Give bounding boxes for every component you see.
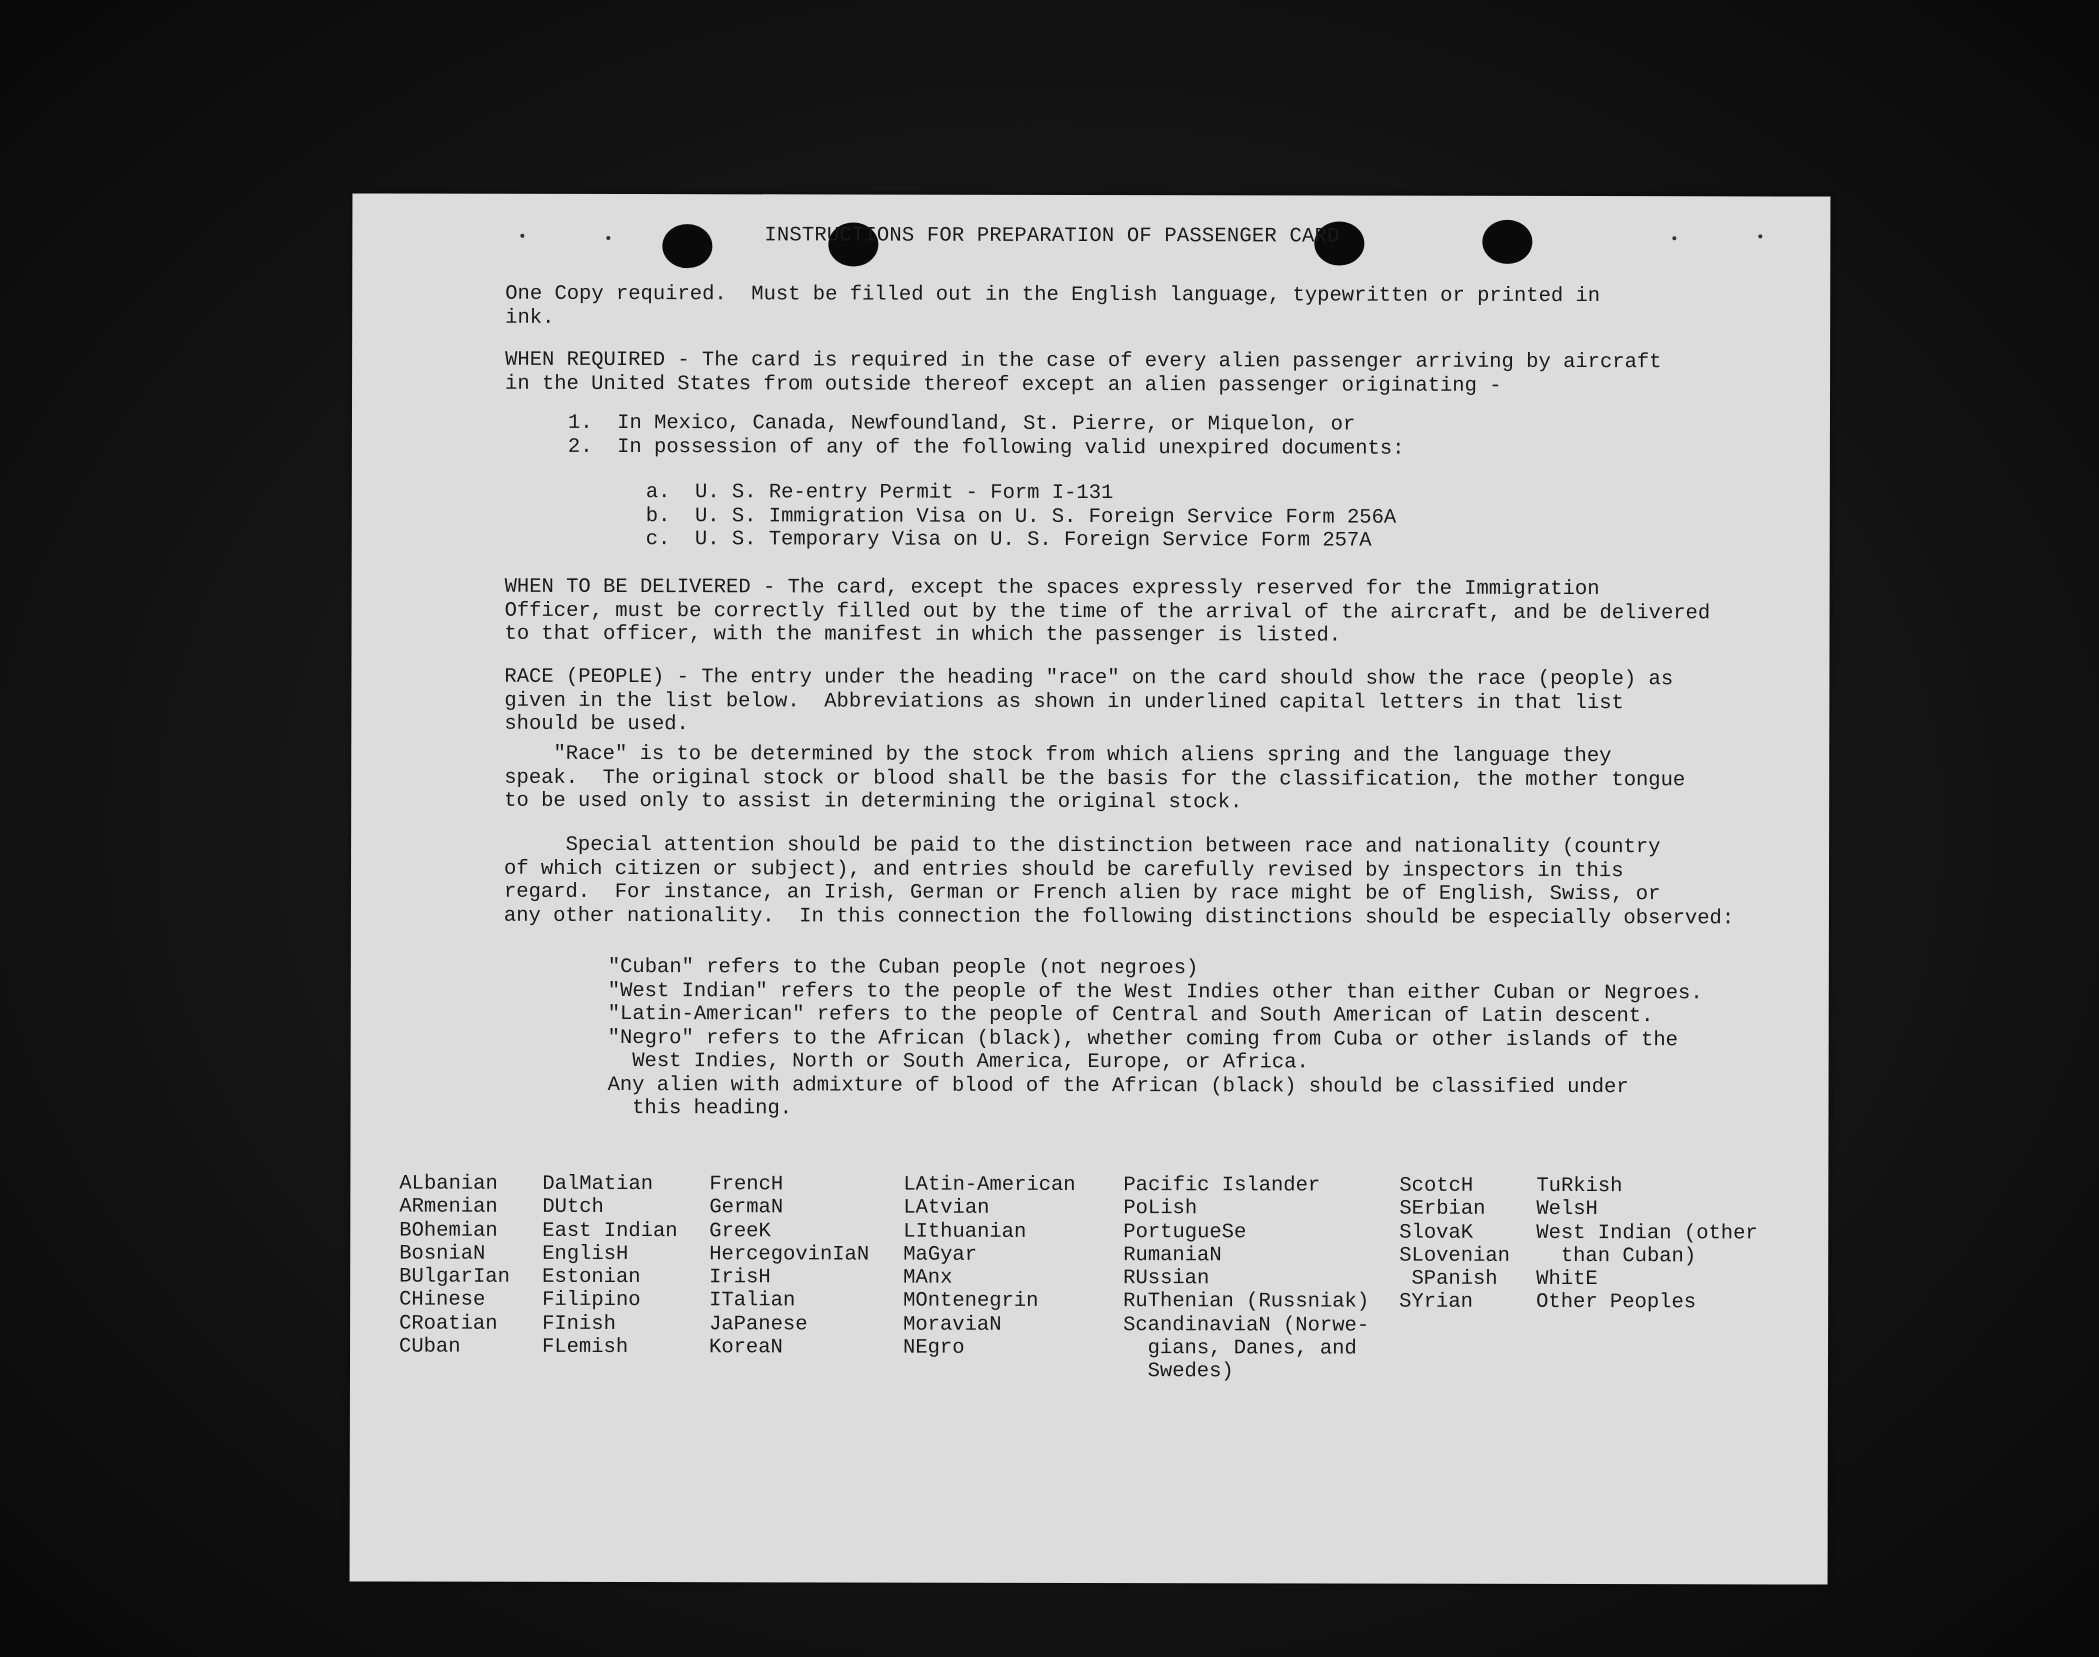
race-list-item: DalMatian: [542, 1172, 654, 1197]
race-list-item: MOntenegrin: [903, 1290, 1039, 1314]
race-list-item: WelsH: [1536, 1198, 1598, 1222]
race-list-item: BosniaN: [399, 1242, 486, 1266]
intro-paragraph: [505, 283, 1600, 332]
list-item: a. U. S. Re-entry Permit - Form I-131: [645, 481, 1114, 506]
race-list-item: ScandinaviaN (Norwe-: [1123, 1313, 1370, 1338]
punch-hole: [1482, 220, 1532, 264]
text-line: any other nationality. In this connection the following distinctions should be especially observed:: [503, 904, 1735, 930]
exceptions-list: [568, 412, 1405, 461]
race-list-item: LIthuanian: [903, 1220, 1027, 1244]
dot-mark: [606, 236, 610, 240]
race-list-item: RumaniaN: [1123, 1243, 1222, 1268]
race-list-item: Other Peoples: [1536, 1291, 1697, 1315]
race-list-item: SYrian: [1399, 1291, 1473, 1315]
text-line: this heading.: [607, 1096, 793, 1121]
race-list-item: CUban: [399, 1335, 461, 1359]
race-list-item: WhitE: [1536, 1268, 1598, 1292]
race-list-item: SlovaK: [1399, 1221, 1474, 1245]
race-list-item: SLovenian: [1399, 1244, 1510, 1268]
race-list-item: Filipino: [542, 1289, 641, 1313]
page-title: INSTRUCTIONS FOR PREPARATION OF PASSENGER CARD: [764, 224, 1340, 249]
text-line: Special attention should be paid to the distinction between race and nationality (country: [504, 833, 1661, 860]
text-line: RACE (PEOPLE) - The entry under the heading "race" on the card should show the race (people) as: [504, 665, 1674, 692]
race-list-item: EnglisH: [542, 1242, 629, 1266]
race-list-item: FLemish: [542, 1335, 629, 1360]
when-required-paragraph: [505, 349, 1661, 398]
race-list-item: KoreaN: [709, 1336, 783, 1360]
text-line: One Copy required. Must be filled out in the English language, typewritten or printed in: [505, 282, 1601, 309]
punch-hole: [662, 224, 712, 268]
race-list-item: JaPanese: [709, 1312, 808, 1337]
race-list-item: CRoatian: [399, 1312, 498, 1336]
text-line: of which citizen or subject), and entries should be carefully revised by inspectors in this: [504, 857, 1624, 883]
race-list-item: MaGyar: [903, 1243, 978, 1267]
race-list-column-5: [1123, 1174, 1369, 1384]
race-list-item: GreeK: [709, 1219, 771, 1243]
document-sheet: [350, 193, 1831, 1584]
text-line: Any alien with admixture of blood of the African (black) should be classified under: [607, 1073, 1629, 1099]
race-list-column-3: [709, 1173, 869, 1360]
dot-mark: [1758, 234, 1762, 238]
race-definition-paragraph: [504, 743, 1685, 816]
race-list-item: ITalian: [709, 1289, 796, 1313]
text-line: regard. For instance, an Irish, German or French alien by race might be of English, Swiss, or: [503, 880, 1661, 907]
when-delivered-paragraph: [505, 576, 1711, 649]
dot-mark: [520, 234, 524, 238]
race-list-item: NEgro: [903, 1336, 965, 1360]
text-line: "Race" is to be determined by the stock from which aliens spring and the language they: [504, 742, 1612, 769]
race-list-item: LAtvian: [903, 1196, 990, 1221]
race-list-item: HercegovinIaN: [709, 1243, 870, 1267]
text-line: to that officer, with the manifest in which the passenger is listed.: [504, 622, 1342, 648]
race-list-item: ALbanian: [399, 1172, 498, 1196]
distinctions-list: [608, 956, 1703, 1123]
race-list-item: RUssian: [1123, 1267, 1210, 1291]
race-paragraph: [504, 666, 1673, 739]
text-line: "Cuban" refers to the Cuban people (not negroes): [607, 955, 1199, 981]
race-list-item: IrisH: [709, 1266, 771, 1290]
race-list-item: East Indian: [542, 1219, 678, 1243]
race-list-item: TuRkish: [1536, 1174, 1623, 1199]
race-list-column-6: [1399, 1175, 1510, 1315]
race-list-item: ScotcH: [1399, 1174, 1474, 1198]
race-list-item: Swedes): [1122, 1360, 1234, 1384]
race-list-item: MAnx: [903, 1266, 953, 1290]
race-list-item: PortugueSe: [1123, 1220, 1247, 1244]
race-list-item: Estonian: [542, 1266, 641, 1290]
race-list-item: BOhemian: [399, 1219, 498, 1243]
race-list-item: SPanish: [1399, 1267, 1498, 1292]
race-list-item: CHinese: [399, 1289, 486, 1313]
text-line: "Latin-American" refers to the people of Central and South American of Latin descent.: [607, 1002, 1654, 1029]
list-item: c. U. S. Temporary Visa on U. S. Foreign Service Form 257A: [645, 528, 1372, 553]
text-line: ink.: [505, 306, 555, 330]
text-line: to be used only to assist in determining the original stock.: [504, 789, 1243, 815]
text-line: WHEN REQUIRED - The card is required in the case of every alien passenger arriving by aircraft: [505, 348, 1662, 375]
text-line: in the United States from outside thereof except an alien passenger originating -: [505, 372, 1502, 398]
race-list-item: West Indian (other: [1536, 1221, 1758, 1245]
list-item: 1. In Mexico, Canada, Newfoundland, St. Pierre, or Miquelon, or: [567, 411, 1356, 437]
list-item: 2. In possession of any of the following valid unexpired documents:: [567, 435, 1405, 461]
race-list-item: ARmenian: [399, 1195, 498, 1220]
dot-mark: [1672, 236, 1676, 240]
race-list-item: SErbian: [1399, 1197, 1486, 1222]
race-list-item: MoraviaN: [903, 1313, 1002, 1337]
race-list-column-4: [903, 1174, 1076, 1361]
race-list-column-2: [542, 1173, 678, 1360]
special-attention-paragraph: [504, 834, 1734, 931]
race-list-column-1: [399, 1173, 510, 1360]
text-line: West Indies, North or South America, Europe, or Africa.: [607, 1049, 1309, 1075]
text-line: WHEN TO BE DELIVERED - The card, except the spaces expressly reserved for the Immigration: [504, 575, 1600, 602]
race-list-item: BUlgarIan: [399, 1265, 510, 1289]
race-list-item: than Cuban): [1536, 1244, 1697, 1269]
race-list-item: LAtin-American: [903, 1173, 1076, 1197]
text-line: speak. The original stock or blood shall be the basis for the classification, the mother tongue: [504, 766, 1686, 792]
text-line: Officer, must be correctly filled out by the time of the arrival of the aircraft, and be delivered: [504, 599, 1711, 625]
text-line: "Negro" refers to the African (black), whether coming from Cuba or other islands of the: [607, 1026, 1678, 1052]
race-list-item: gians, Danes, and: [1123, 1337, 1357, 1361]
text-line: "West Indian" refers to the people of the West Indies other than either Cuban or Negroes.: [607, 979, 1703, 1005]
text-line: given in the list below. Abbreviations as shown in underlined capital letters in that list: [504, 689, 1624, 715]
race-list-item: PoLish: [1123, 1197, 1198, 1221]
documents-list: [646, 481, 1397, 553]
race-list-item: FrencH: [709, 1173, 784, 1197]
race-list-item: FInish: [542, 1312, 616, 1336]
race-list-item: Pacific Islander: [1123, 1174, 1321, 1198]
list-item: b. U. S. Immigration Visa on U. S. Foreign Service Form 256A: [645, 504, 1397, 530]
text-line: should be used.: [504, 712, 689, 737]
race-list-item: GermaN: [709, 1196, 784, 1220]
race-list-item: DUtch: [542, 1196, 604, 1220]
race-list-column-7: [1536, 1175, 1758, 1315]
race-list-item: RuThenian (Russniak): [1123, 1290, 1370, 1315]
